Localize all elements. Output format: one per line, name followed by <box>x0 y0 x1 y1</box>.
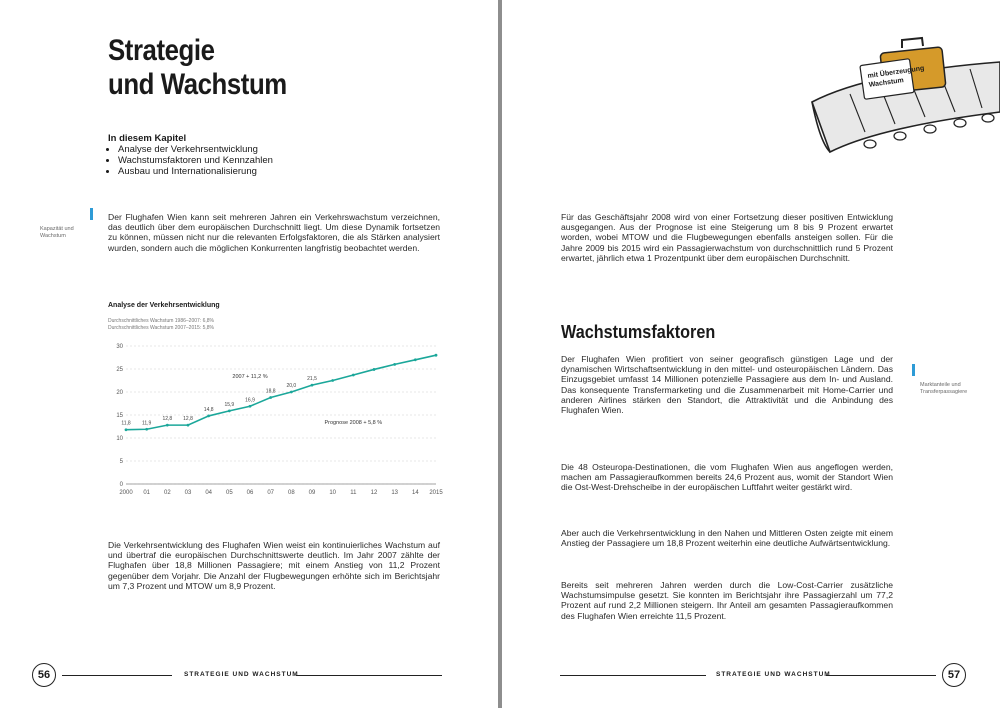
x-tick-label: 14 <box>411 490 419 496</box>
paragraph: Aber auch die Verkehrsentwicklung in den Nahen und Mittleren Osten zeigte mit einem Anstieg der Passagiere um 18,8 Prozent weiterhin eine deutliche Aufwärtsentwicklung. <box>561 528 893 549</box>
traffic-chart <box>108 302 443 507</box>
x-tick-label: 10 <box>329 490 337 496</box>
y-tick-label: 30 <box>116 344 123 350</box>
data-label: 16,9 <box>245 397 255 404</box>
data-label: 14,8 <box>203 406 214 413</box>
x-tick-label: 02 <box>163 490 171 496</box>
x-tick-label: 04 <box>205 490 213 496</box>
chapter-overview-item: • Ausbau und Internationalisierung <box>118 166 273 177</box>
sidebar-marker <box>912 364 915 376</box>
sidebar-marker <box>90 208 93 220</box>
y-tick-label: 0 <box>119 482 123 488</box>
sidebar-note: Kapazität und Wachstum <box>40 226 74 239</box>
intro-paragraph: Der Flughafen Wien kann seit mehreren Jahren ein Verkehrswachstum verzeichnen, das deutlich über dem europäischen Durchschnitt liegt. Um diese Dynamik fortsetzen zu können, müssen nicht nur die relevanten Erfolgsfaktoren, die als Stärken analysiert wurden, sondern auch die möglichen Konkurrenten langfristig beobachtet werden. <box>108 212 440 253</box>
x-tick-label: 2015 <box>429 490 443 496</box>
section-heading: Wachstumsfaktoren <box>561 322 716 342</box>
data-point <box>331 379 334 382</box>
data-point <box>435 354 438 357</box>
data-point <box>249 405 252 408</box>
series-line <box>126 355 436 430</box>
data-label: 21,5 <box>307 376 317 383</box>
data-point <box>187 424 190 427</box>
chapter-overview <box>108 133 273 177</box>
data-label: 12,8 <box>183 416 193 423</box>
data-point <box>207 415 210 418</box>
suitcase-tag-line: mit Überzeugung <box>867 65 925 80</box>
page-number: 57 <box>942 663 966 687</box>
x-tick-label: 11 <box>350 490 357 496</box>
page-number: 56 <box>32 663 56 687</box>
footer-rule <box>62 675 172 676</box>
data-label: 12,8 <box>162 416 173 423</box>
data-point <box>145 428 148 431</box>
footer-rule <box>560 675 706 676</box>
data-point <box>393 363 396 366</box>
legend-entry: Durchschnittliches Wachstum 2007–2015: 5,8% <box>108 325 214 331</box>
x-tick-label: 09 <box>308 490 316 496</box>
data-label: 11,8 <box>121 420 131 427</box>
y-tick-label: 5 <box>119 459 123 465</box>
data-point <box>290 391 293 394</box>
data-label: 20,0 <box>286 383 297 389</box>
x-tick-label: 07 <box>267 490 275 496</box>
data-point <box>414 358 417 361</box>
y-tick-label: 15 <box>116 413 123 419</box>
title-line-1: Strategie <box>108 34 215 67</box>
data-point <box>311 384 314 387</box>
data-point <box>166 424 169 427</box>
x-tick-label: 08 <box>287 490 295 496</box>
suitcase-conveyor-illustration <box>810 32 1000 167</box>
data-point <box>373 368 376 371</box>
y-tick-label: 25 <box>116 367 123 373</box>
chart-title: Analyse der Verkehrsentwicklung <box>108 302 220 309</box>
data-label: 18,8 <box>265 388 276 395</box>
data-point <box>125 428 128 431</box>
x-tick-label: 03 <box>184 490 192 496</box>
chapter-overview-heading: In diesem Kapitel <box>108 133 187 144</box>
footer-label: STRATEGIE UND WACHSTUM <box>716 671 831 678</box>
data-label: 15,9 <box>224 401 235 408</box>
x-tick-label: 12 <box>370 490 378 496</box>
x-tick-label: 2000 <box>119 490 133 496</box>
paragraph: Der Flughafen Wien profitiert von seiner geografisch günstigen Lage und der dynamischen Wirtschaftsentwicklung in den mittel- und osteuropäischen Ländern. Das Einzugsgebiet umfasst 14 Millionen potenzielle Passagiere aus dem In- und Ausland. Das konsequente Transfermarketing und die Zusammenarbeit mit Home-Carrier und anderen Airlines stärken den Standort, die Attraktivität und die Anbindung des Flughafen Wien. <box>561 354 893 416</box>
x-tick-label: 13 <box>391 490 399 496</box>
footer-rule <box>296 675 442 676</box>
x-tick-label: 01 <box>143 490 151 496</box>
top-paragraph: Für das Geschäftsjahr 2008 wird von einer Fortsetzung dieser positiven Entwicklung ausgegangen. Aus der Prognose ist eine Steigerung um 8 bis 9 Prozent erwartet worden, wobei MTOW und die Flugbewegungen ebenfalls ansteigen sollen. Für die Jahre 2009 bis 2015 wird ein Passagierwachstum von durchschnittlich rund 5 Prozent erwartet, jährlich etwa 1 Prozentpunkt über dem europäischen Durchschnitt. <box>561 212 893 263</box>
footer-label: STRATEGIE UND WACHSTUM <box>184 671 299 678</box>
annotation: Prognose 2008 + 5,8 % <box>324 420 383 427</box>
suitcase-tag-line: Wachstum <box>868 77 905 89</box>
x-tick-label: 06 <box>246 490 254 496</box>
legend-entry: Durchschnittliches Wachstum 1986–2007: 6,8% <box>108 318 214 324</box>
page-title <box>108 34 287 102</box>
data-point <box>269 396 272 399</box>
x-tick-label: 05 <box>225 490 233 496</box>
annotation: 2007 + 11,2 % <box>232 374 268 381</box>
y-tick-label: 10 <box>116 436 123 442</box>
paragraph: Bereits seit mehreren Jahren werden durch die Low-Cost-Carrier zusätzliche Wachstumsimpulse gesetzt. Sie konnten im Berichtsjahr ihre Passagierzahl um 77,2 Prozent auf rund 2,2 Millionen steigern. Ihr Anteil am gesamten Passagieraufkommen des Flughafen Wien erreichte 11,5 Prozent. <box>561 580 893 621</box>
data-point <box>228 409 231 412</box>
chapter-overview-item: • Wachstumsfaktoren und Kennzahlen <box>118 155 273 166</box>
footer-rule <box>826 675 936 676</box>
y-tick-label: 20 <box>116 390 123 396</box>
chart-plot <box>108 302 443 507</box>
paragraph: Die 48 Osteuropa-Destinationen, die vom Flughafen Wien aus angeflogen werden, machen am Passagieraufkommen bereits 24,6 Prozent aus, womit der Standort Wien die Ost-West-Drehscheibe in der europäischen Luftfahrt weiter gestärkt wird. <box>561 462 893 493</box>
data-point <box>352 374 355 377</box>
body-paragraph: Die Verkehrsentwicklung des Flughafen Wien weist ein kontinuierliches Wachstum auf und übertraf die europäischen Durchschnittswerte deutlich. Im Jahr 2007 zählte der Flughafen über 18,8 Millionen Passagiere; mit einem Anstieg von 11,2 Prozent gegenüber dem Vorjahr. Die Anzahl der Flugbewegungen erhöhte sich im Berichtsjahr um 7,3 Prozent und MTOW um 8,9 Prozent. <box>108 540 440 591</box>
title-line-2: und Wachstum <box>108 68 287 101</box>
sidebar-note: Marktanteile und Transferpassagiere <box>920 382 968 395</box>
chapter-overview-item: • Analyse der Verkehrsentwicklung <box>118 144 273 155</box>
data-label: 11,9 <box>141 420 152 427</box>
